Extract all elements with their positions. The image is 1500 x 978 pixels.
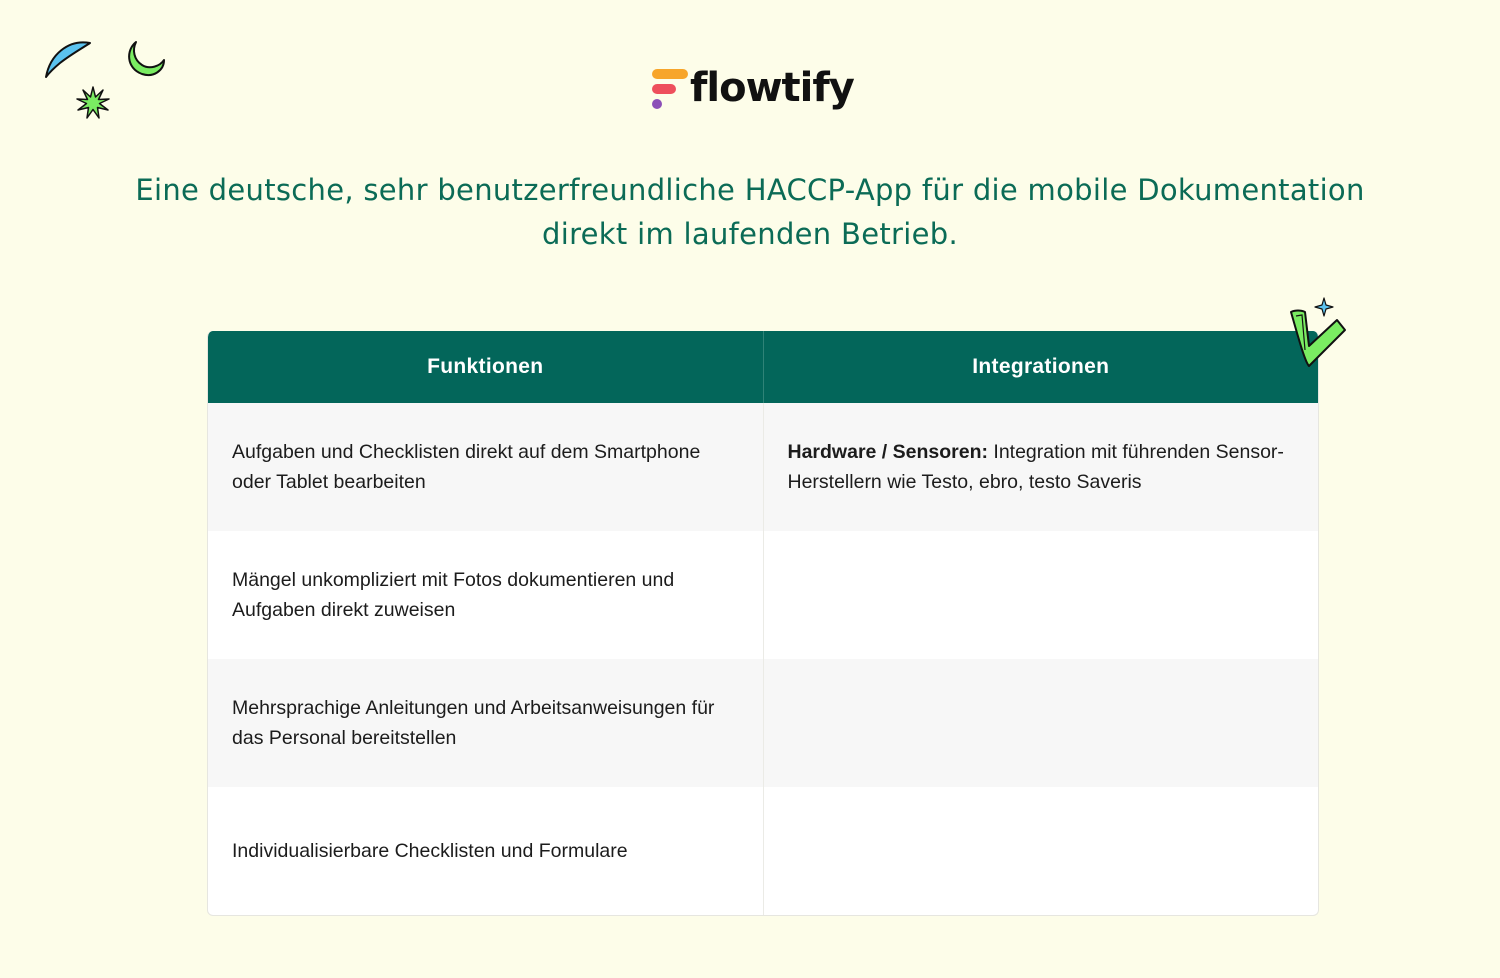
- integration-cell: [763, 787, 1319, 915]
- funktion-cell: Mängel unkompliziert mit Fotos dokumentieren und Aufgaben direkt zuweisen: [232, 569, 675, 621]
- small-star-icon: [1314, 297, 1334, 317]
- comparison-table: [207, 331, 1319, 916]
- page-headline: [40, 168, 1460, 256]
- funktion-cell: Individualisierbare Checklisten und Formulare: [232, 840, 628, 862]
- headline-line-1: Eine deutsche, sehr benutzerfreundliche HACCP-App für die mobile Dokumentation: [135, 173, 1365, 207]
- header-funktionen: Funktionen: [427, 355, 544, 378]
- table-row: [208, 659, 1318, 787]
- integration-cell: [763, 659, 1319, 787]
- funktion-cell: Aufgaben und Checklisten direkt auf dem Smartphone oder Tablet bearbeiten: [232, 441, 701, 493]
- sparkle-star-icon: [75, 85, 111, 121]
- table-row: [208, 403, 1318, 531]
- integration-text: Integration mit führenden Sensor-Herstellern wie Testo, ebro, testo Saveris: [787, 441, 1284, 493]
- crescent-blue-icon: [40, 35, 100, 85]
- table-header: [208, 331, 1318, 403]
- headline-line-2: direkt im laufenden Betrieb.: [542, 217, 958, 251]
- brand-name: flowtify: [690, 65, 854, 111]
- table-row: [208, 787, 1318, 915]
- logo-mark-icon: [650, 65, 688, 111]
- integration-label: Hardware / Sensoren:: [787, 441, 988, 463]
- brand-logo: [650, 60, 854, 116]
- header-integrationen: Integrationen: [763, 331, 1319, 403]
- funktion-cell: Mehrsprachige Anleitungen und Arbeitsanweisungen für das Personal bereitstellen: [232, 697, 715, 749]
- crescent-green-icon: [120, 38, 170, 83]
- integration-cell: [763, 403, 1319, 531]
- table-row: [208, 531, 1318, 659]
- integration-cell: [763, 531, 1319, 659]
